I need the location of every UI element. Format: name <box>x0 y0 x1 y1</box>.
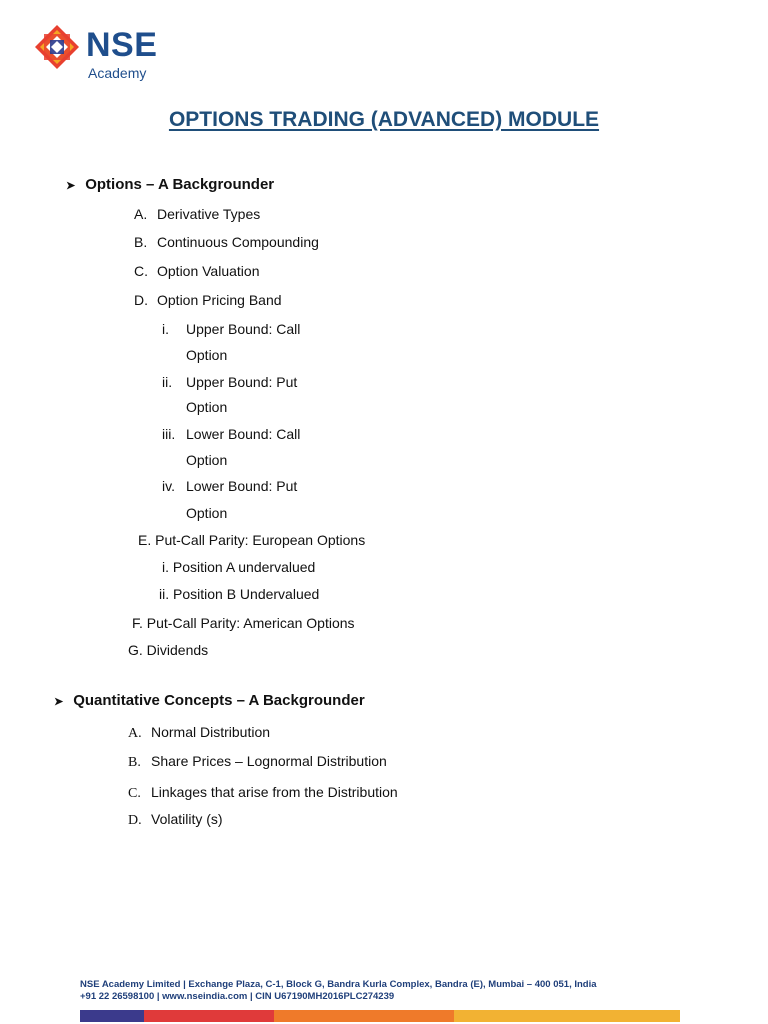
sub-list-item-label: Upper Bound: Put <box>186 374 298 390</box>
sub-list-item: ii. Position B Undervalued <box>159 586 320 602</box>
list-item-label: Volatility (s) <box>151 811 223 827</box>
list-item-label: Linkages that arise from the Distribution <box>151 784 398 800</box>
sub-list-item-label: Upper Bound: Call <box>186 321 301 337</box>
list-item <box>128 811 223 829</box>
list-marker: A. <box>134 206 148 222</box>
footer-line-address: NSE Academy Limited | Exchange Plaza, C-1, Block G, Bandra Kurla Complex, Bandra (E), Mumbai – 400 051, India <box>80 979 597 990</box>
list-marker: iv. <box>162 478 175 494</box>
list-item-label: Normal Distribution <box>151 724 271 740</box>
arrow-bullet-icon: ➤ <box>54 696 64 708</box>
nse-logo-mark-icon <box>34 24 80 70</box>
section-heading-text: Options – A Backgrounder <box>85 176 275 193</box>
sub-list-item-continuation: Option <box>186 452 228 468</box>
list-item <box>128 724 270 742</box>
list-marker: ii. <box>162 374 173 390</box>
list-item <box>134 263 259 279</box>
section-heading-text: Quantitative Concepts – A Backgrounder <box>73 692 365 709</box>
footer-line-contact: +91 22 26598100 | www.nseindia.com | CIN U67190MH2016PLC274239 <box>80 991 395 1002</box>
list-item <box>128 784 398 802</box>
footer-bar-segment <box>80 1010 144 1022</box>
list-item-e: E. Put-Call Parity: European Options <box>138 532 366 548</box>
sub-list-item-continuation: Option <box>186 505 228 521</box>
list-marker: C. <box>128 786 141 801</box>
section-heading-options <box>66 176 274 193</box>
footer-bar-segment <box>274 1010 454 1022</box>
logo-academy-text: Academy <box>88 65 147 81</box>
list-item-label: Option Valuation <box>157 263 260 279</box>
list-item <box>134 292 282 308</box>
nse-academy-logo <box>34 24 184 84</box>
list-item-label: Share Prices – Lognormal Distribution <box>151 753 387 769</box>
footer-bar-segment <box>454 1010 680 1022</box>
footer-bar-segment <box>144 1010 274 1022</box>
list-item-f: F. Put-Call Parity: American Options <box>132 615 355 631</box>
list-item-label: Option Pricing Band <box>157 292 282 308</box>
sub-list-item-label: Lower Bound: Call <box>186 426 301 442</box>
list-item-label: Continuous Compounding <box>157 234 319 250</box>
arrow-bullet-icon: ➤ <box>66 180 76 192</box>
sub-list-item-label: Lower Bound: Put <box>186 478 298 494</box>
sub-list-item: i. Position A undervalued <box>162 559 316 575</box>
list-marker: A. <box>128 726 142 741</box>
list-marker: B. <box>128 755 141 770</box>
list-marker: D. <box>128 813 142 828</box>
sub-list-item <box>162 374 297 390</box>
sub-list-item <box>162 426 300 442</box>
page-title: OPTIONS TRADING (ADVANCED) MODULE <box>168 108 600 131</box>
logo-nse-text: NSE <box>86 26 158 64</box>
list-marker: D. <box>134 292 148 308</box>
section-heading-quantitative <box>54 692 365 709</box>
footer-address <box>80 979 597 1003</box>
sub-list-item <box>162 478 297 494</box>
sub-list-item <box>162 321 300 337</box>
list-marker: i. <box>162 321 169 337</box>
sub-list-item-continuation: Option <box>186 399 228 415</box>
footer-color-bar <box>80 1010 680 1022</box>
list-item <box>134 206 260 222</box>
sub-list-item-continuation: Option <box>186 347 228 363</box>
list-item-label: Derivative Types <box>157 206 261 222</box>
list-item-g: G. Dividends <box>128 642 209 658</box>
list-item <box>134 234 319 250</box>
list-item <box>128 753 387 771</box>
list-marker: B. <box>134 234 148 250</box>
list-marker: C. <box>134 263 148 279</box>
list-marker: iii. <box>162 426 176 442</box>
